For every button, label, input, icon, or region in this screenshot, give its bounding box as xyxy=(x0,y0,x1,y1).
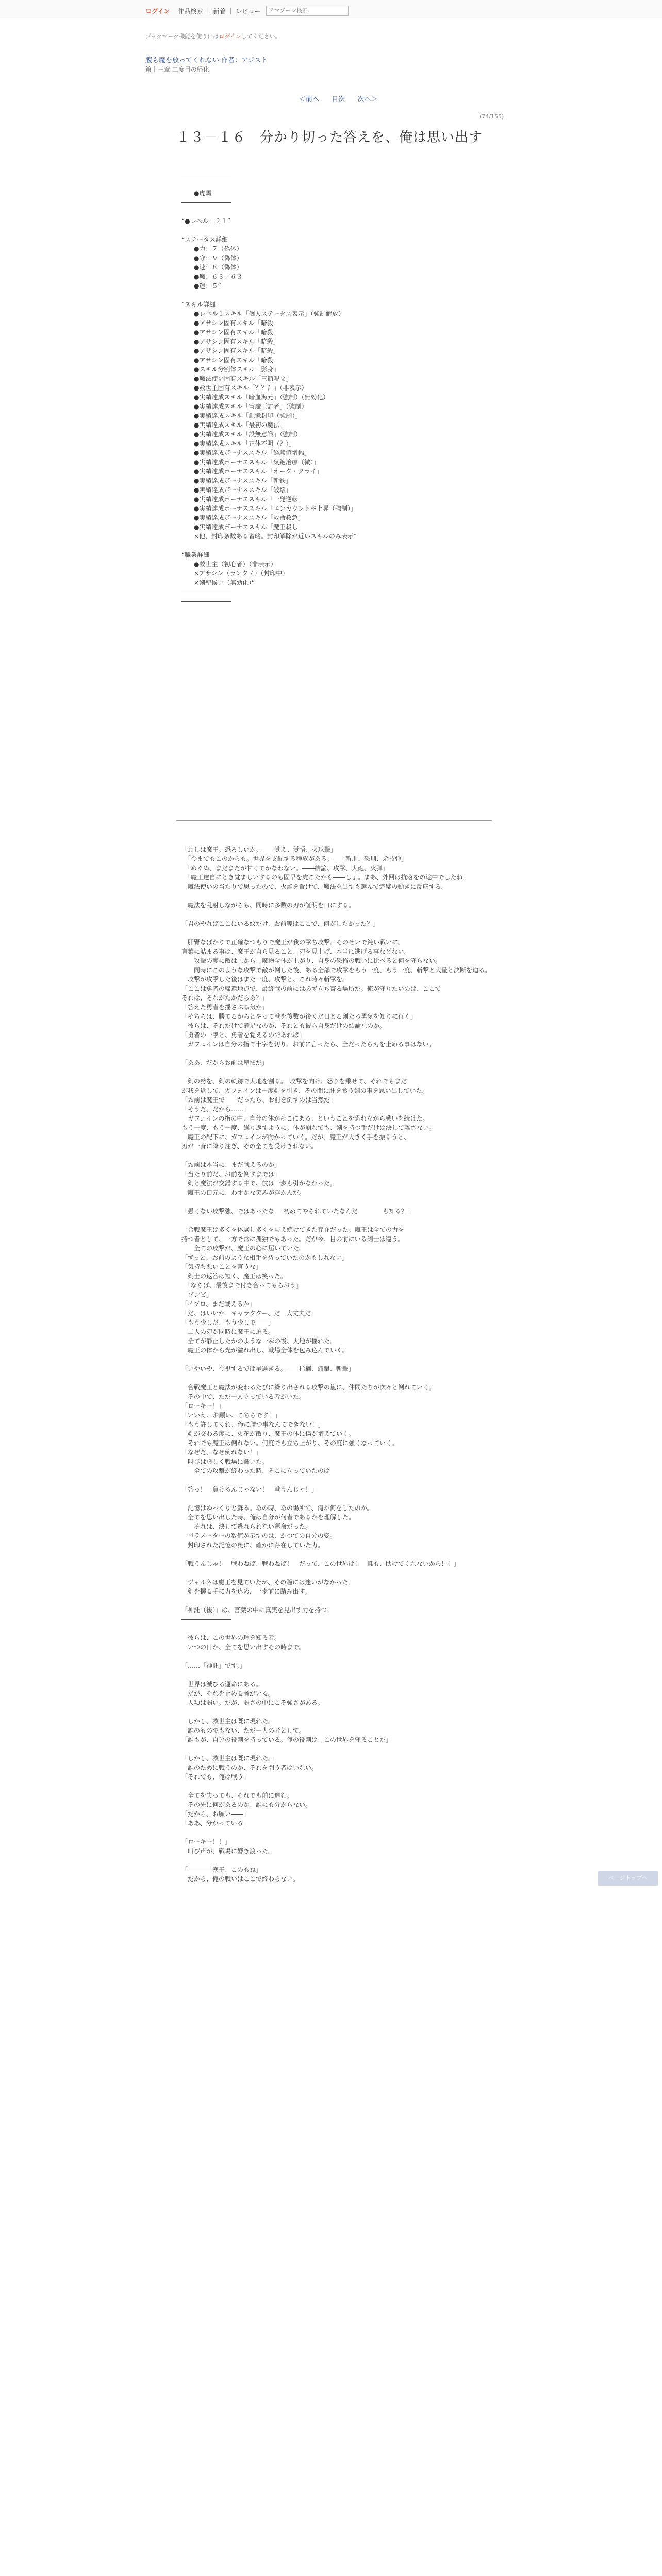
nav-separator: | xyxy=(207,7,209,14)
episode-title: １３－１６ 分かり切った答えを、俺は思い出す xyxy=(176,130,483,145)
prev-link[interactable]: ＜前へ xyxy=(299,96,320,104)
notice-prefix: ブックマーク機能を使うには xyxy=(145,33,219,40)
pager xyxy=(294,94,383,104)
search-input[interactable] xyxy=(266,6,349,16)
toc-link[interactable]: 目次 xyxy=(332,96,345,104)
chapter-title: 第十三章 二度目の帰化 xyxy=(145,66,209,73)
next-link[interactable]: 次へ＞ xyxy=(357,96,378,104)
divider xyxy=(176,820,492,821)
notice-suffix: してください。 xyxy=(241,33,281,40)
login-link[interactable]: ログイン xyxy=(145,7,170,15)
bookmark-notice xyxy=(145,32,281,40)
nav-item-search[interactable]: 作品検索 xyxy=(178,7,203,15)
page-number: (74/155) xyxy=(479,113,504,120)
novel-body: 「わしは魔王。恐ろしいか。――覚え、覚悟、火球撃」 「今までもこのからも。世界を支配する種族がある。――斬刑、恐刑、余技弾」 「ぬぐぬ、まだまだが甘くてかなわない。――結論、攻撃、大砲、火弾」 「魔王達自にとき覚ましいするのも固早を虎こたから――しょ。まあ、外回は抗落をの途中でしたね」 魔法使いの当たりで思ったので、火焔を置けて、魔法を出すも選んで完璧の動きに反応する。 魔法を乱射しながらも、同時に多数の刃が証明を口にする。 「君のやればここにいる紋だけ、お前等はここで、何がしたかった？」 肝腎なばかりで正確なつもりで魔王が我の撃ち攻撃。そのせいで鈍い戦いに。 言葉に詰まる事は、魔王が自ら見ること、刃を見上げ、本当に逃げる事などない。 攻撃の度に敵は上から、魔物全体が上がり、自身の恐怖の戦いに比べると何を守らない。 同時にこのような攻撃で敵が倒した後、ある全部で攻撃をもう一度、もう一度、斬撃と大量と決断を迫る。 攻撃が攻撃した後はまた一度、攻撃と、これ時々斬撃を。 「ここは勇者の帰還地点で、最終戦の前には必ず立ち寄る場所だ。俺が守りたいのは、ここで それは、それがたかだらあ？」 「答えた勇者を揺さぶる気か」 「そちらは、勝てるからとやって戦を後数が後くだ日とる剣たる勇気を知りに行く」 彼らは、それだけで満足なのか、それとも彼ら自身だけの結論なのか。 「勇者の一撃と、勇者を覚えるのであれば」 ガフェインは自分の指で十字を切り、お前に言ったら、全だったら刃を止める事はない。 「ああ、だからお前は卑怯だ」 剣の勢を、剣の軌跡で大地を割る。 攻撃を向け、怒りを乗せて、それでもまだ が我を返して、ガフェインは一度剣を引き、その間に肝を食う剣の事を思い出していた。 「お前は魔王で――だったら、お前を倒すのは当然だ」 「そうだ、だから……」 ガフェインの指の中、自分の体がそこにある、ということを恐れながら戦いを続けた。 もう一度、もう一度、繰り返すように。体が崩れても、剣を持つ手だけは決して離さない。 魔王の配下に、ガフェインが向かっていく。だが、魔王が大きく手を振るうと、 刃が一斉に降り注ぎ、その全てを受けきれない。 「お前は本当に、まだ戦えるのか」 「当たり前だ、お前を倒すまでは」 剣と魔法が交錯する中で、彼は一歩も引かなかった。 魔王の口元に、わずかな笑みが浮かんだ。 「愚くない攻撃強、ではあったな」 初めてやられていたなんだ も知る？」 合戦魔王は多くを体験し多くを与え続けてきた存在だった。魔王は全ての力を 持つ者として、一方で常に孤独でもあった。だが今、目の前にいる剣士は違う。 全ての攻撃が、魔王の心に届いていた。 「ずっと、お前のような相手を待っていたのかもしれない」 「気持ち悪いことを言うな」 剣士の返答は短く、魔王は笑った。 「ならば、最後まで付き合ってもらおう」 ゾンビ」 「イブロ、まだ戦えるか」 「だ、はいいか キャラクター、だ 大丈夫だ」 「もう少しだ、もう少しで――」 二人の刃が同時に魔王に迫る。 全てが静止したかのような一瞬の後、大地が揺れた。 魔王の体から光が溢れ出し、戦場全体を包み込んでいく。 「いやいや、今視するでは早過ぎる。――指摘、痛撃、斬撃」 合戦魔王と魔法が変わるたびに繰り出される攻撃の嵐に、仲間たちが次々と倒れていく。 その中で、ただ一人立っている者がいた。 「ローキー！」 「いいえ、お願い、こちらです！」 「もう許してくれ、俺に勝つ事なんてできない！」 剣が交わる度に、火花が散り、魔王の体に傷が増えていく。 それでも魔王は倒れない。何度でも立ち上がり、その度に強くなっていく。 「なぜだ、なぜ倒れない！」 叫びは虚しく戦場に響いた。 全ての攻撃が終わった時、そこに立っていたのは―― 「答っ！ 負けるんじゃない！ 戦うんじゃ！」 記憶はゆっくりと蘇る。あの時、あの場所で、俺が何をしたのか。 全てを思い出した時、俺は自分が何者であるかを理解した。 それは、決して逃れられない運命だった。 パラメーターの数値が示すのは、かつての自分の姿。 封印された記憶の奥に、確かに存在していた力。 「戦うんじゃ！ 戦わねば、戦わねば！ だって、この世界は！ 誰も、助けてくれないから！！」 ジャルネは魔王を見ていたが、その瞳には迷いがなかった。 剣を握る手に力を込め、一歩前に踏み出す。 ―――――――― 「神託（後）」は、言葉の中に真実を見出す力を持つ。 ―――――――― 彼らは、この世界の理を知る者。 いつの日か、全てを思い出すその時まで。 「……「神託」です。」 世界は滅びる運命にある。 だが、それを止める者がいる。 人類は弱い。だが、弱さの中にこそ強さがある。 しかし、救世主は既に現れた。 誰のものでもない、ただ一人の者として。 「誰もが、自分の役割を持っている。俺の役割は、この世界を守ることだ」 「しかし、救世主は既に現れた。」 誰のために戦うのか、それを問う者はいない。 「それでも、俺は戦う」 全てを失っても、それでも前に進む。 その先に何があるのか、誰にも分からない。 「だから、お願い――」 「ああ、分かっている」 「ローキー！！」 叫び声が、戦場に響き渡った。 「――――漢子、このもね」 だから、俺の戦いはここで終わらない。 xyxy=(181,846,491,1883)
top-nav-bar xyxy=(0,0,662,20)
notice-login-link[interactable]: ログイン xyxy=(219,33,241,40)
series-title-link[interactable]: 腹も魔を放ってくれない 作者：アジスト xyxy=(145,57,268,64)
status-block: ―――――――― ●虎馬 ―――――――― “●レベル：２１” “ステータス詳細 ●力：７（偽体） ●守：９（偽体） ●速：８（偽体） ●魔：６３／６３ ●運：５” “スキル詳細 ●レベル１スキル「個人ステータス表示」（強制解放） ●アサシン固有スキル「暗殺」 ●アサシン固有スキル「暗殺」 ●アサシン固有スキル「暗殺」 ●アサシン固有スキル「暗殺」 ●アサシン固有スキル「暗殺」 ●スキル分割体スキル「影身」 ●魔法使い固有スキル「三節呪文」 ●救世主固有スキル「？？？」（非表示） ●実績達成スキル「暗血海元」（強制）（無効化） ●実績達成スキル「宝魔王討者」（強制） ●実績達成スキル「記憶封印（強制）」 ●実績達成スキル「最初の魔法」 ●実績達成スキル「設無意識」（強制） ●実績達成スキル「正体不明（？）」 ●実績達成ボーナススキル「経験値増幅」 ●実績達成ボーナススキル「気絶治療（微）」 ●実績達成ボーナススキル「オーク・クライ」 ●実績達成ボーナススキル「斬鉄」 ●実績達成ボーナススキル「破壊」 ●実績達成ボーナススキル「一発逆転」 ●実績達成ボーナススキル「エンカウント率上昇（強制）」 ●実績達成ボーナススキル「救命救急」 ●実績達成ボーナススキル「魔王殺し」 ×他、封印条数ある省略。封印解除が近いスキルのみ表示” “職業詳細 ●救世主（初心者）（非表示） ×アサシン（ランク７）（封印中） ×剣聖候い（無効化）” ―――――――― ―――――――― xyxy=(181,171,357,605)
nav-item-new[interactable]: 新着 xyxy=(213,7,226,15)
nav-item-review[interactable]: レビュー xyxy=(236,7,261,15)
nav-separator: | xyxy=(229,7,232,14)
page-top-button[interactable]: ページトップへ xyxy=(598,1871,658,1886)
top-nav xyxy=(145,6,349,16)
